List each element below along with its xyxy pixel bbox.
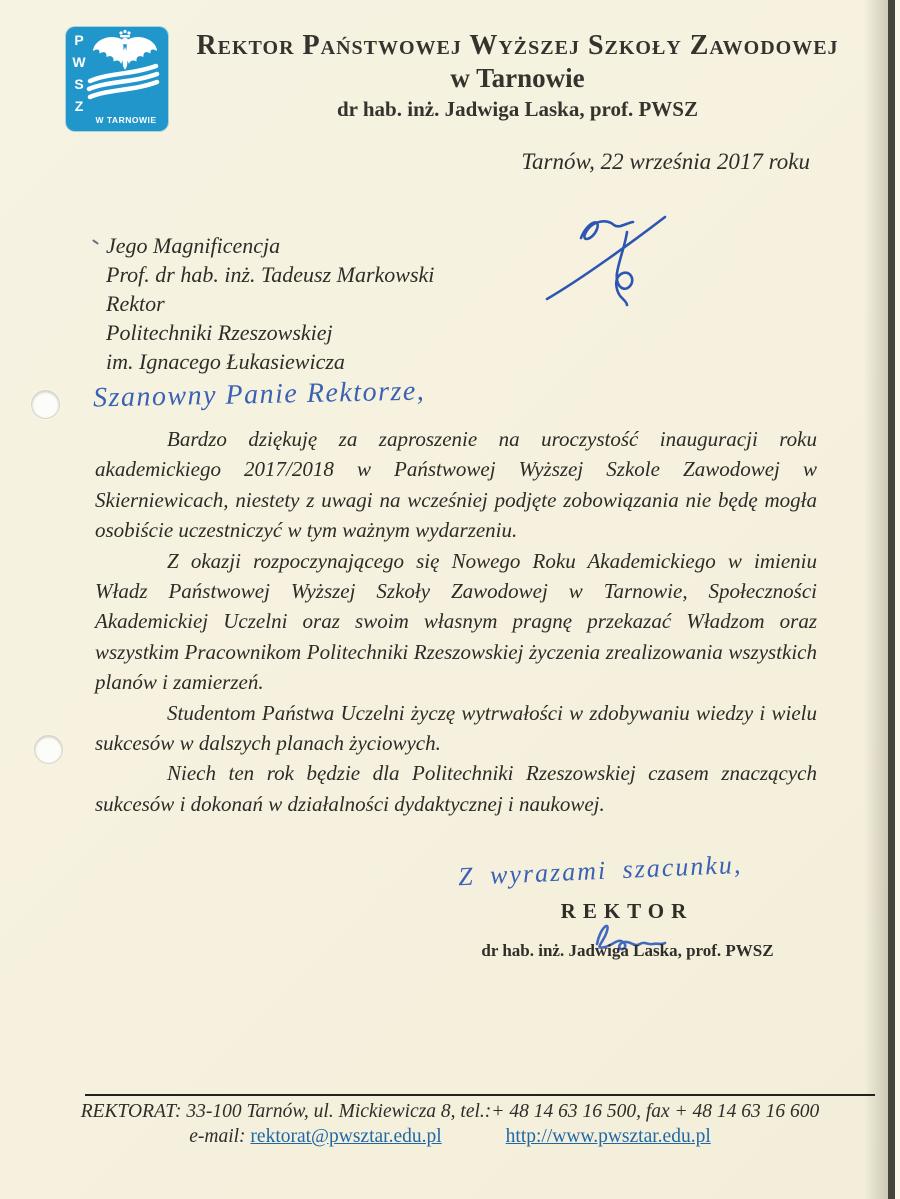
- website-link[interactable]: http://www.pwsztar.edu.pl: [505, 1126, 711, 1147]
- pen-tick-mark: [92, 239, 99, 245]
- logo-letter: S: [74, 76, 84, 92]
- scan-edge-shadow: [864, 0, 888, 1199]
- recipient-block: [106, 231, 434, 376]
- logo-caption: W TARNOWIE: [95, 115, 157, 125]
- logo-letter: P: [74, 32, 84, 48]
- recipient-line: Jego Magnificencja: [106, 233, 281, 258]
- logo-letter: W: [72, 54, 86, 70]
- date-line: Tarnów, 22 września 2017 roku: [521, 149, 810, 174]
- footer-contacts: [78, 1126, 822, 1148]
- hole-punch-top: [31, 390, 60, 419]
- recipient-line: im. Ignacego Łukasiewicza: [106, 349, 345, 374]
- letterhead-city: w Tarnowie: [450, 63, 585, 93]
- footer-divider: [85, 1094, 875, 1096]
- handwritten-paraph: [543, 192, 718, 307]
- signatory-name: dr hab. inż. Jadwiga Laska, prof. PWSZ: [481, 941, 774, 960]
- pwsz-logo: [66, 27, 168, 131]
- body-paragraph: Z okazji rozpoczynającego się Nowego Roku Akademickiego w imieniu Władz Państwowej Wyższej Szkoły Zawodowej w Tarnowie, Społeczności Akademickiej Uczelni oraz swoim własnym pragnę przekazać Władzom oraz wszystkim Pracownikom Politechniki Rzeszowskiej życzenia zrealizowania wszystkich planów i zamierzeń.: [95, 548, 817, 695]
- logo-letter: Z: [74, 98, 84, 114]
- body-paragraph: Bardzo dziękuję za zaproszenie na uroczystość inauguracji roku akademickiego 2017/2018 w Państwowej Wyższej Szkole Zawodowej w Skierniewicach, niestety z uwagi na wcześniej podjęte zobowiązania nie będę mogła osobiście uczestniczyć w tym ważnym wydarzeniu.: [95, 427, 817, 543]
- footer-address: REKTORAT: 33-100 Tarnów, ul. Mickiewicza 8, tel.:+ 48 14 63 16 500, fax + 48 14 63 16 600: [80, 1101, 820, 1122]
- scan-edge-stripe: [888, 0, 895, 1199]
- role-label: REKTOR: [560, 899, 694, 923]
- footer: [78, 1101, 822, 1148]
- recipient-line: Prof. dr hab. inż. Tadeusz Markowski: [106, 262, 435, 287]
- letterhead-rector-name: dr hab. inż. Jadwiga Laska, prof. PWSZ: [337, 97, 698, 121]
- email-label: e-mail:: [189, 1126, 246, 1147]
- hole-punch-bottom: [34, 735, 63, 764]
- body-paragraph: Niech ten rok będzie dla Politechniki Rzeszowskiej czasem znaczących sukcesów i dokonań w działalności dydaktycznej i naukowej.: [95, 761, 817, 816]
- recipient-line: Politechniki Rzeszowskiej: [106, 320, 333, 345]
- recipient-line: Rektor: [106, 291, 165, 316]
- email-link[interactable]: rektorat@pwsztar.edu.pl: [250, 1126, 442, 1147]
- letterhead-title: Rektor Państwowej Wyższej Szkoły Zawodowej: [196, 30, 839, 61]
- letter-body: [95, 424, 817, 819]
- handwritten-closing: Z wyrazami szacunku,: [457, 849, 743, 892]
- footer-email: [189, 1126, 441, 1148]
- letterhead: [175, 30, 860, 122]
- body-paragraph: Studentom Państwa Uczelni życzę wytrwałości w zdobywaniu wiedzy i wielu sukcesów w dalszych planach życiowych.: [95, 700, 817, 756]
- handwritten-greeting: Szanowny Panie Rektorze,: [92, 375, 426, 414]
- scan-edge-highlight: [895, 0, 900, 1199]
- eagle-over-waves-icon: [84, 29, 166, 115]
